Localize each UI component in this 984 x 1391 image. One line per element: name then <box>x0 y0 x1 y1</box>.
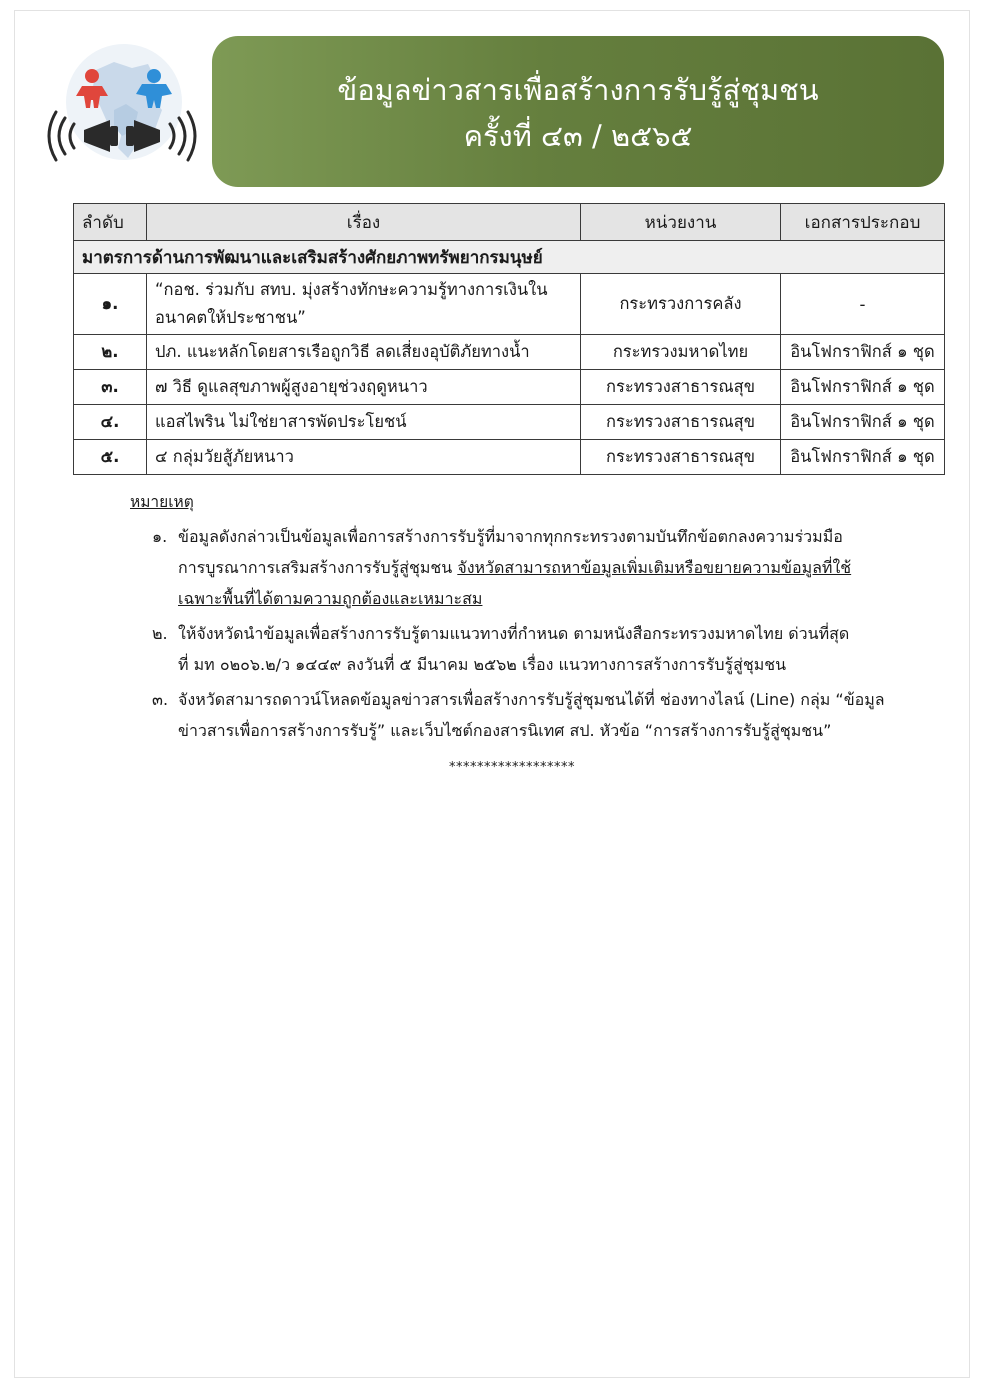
note-line: ให้จังหวัดนำข้อมูลเพื่อสร้างการรับรู้ตามแนวทางที่กำหนด ตามหนังสือกระทรวงมหาดไทย ด่วนที่สุด <box>178 624 850 643</box>
title-banner <box>212 36 944 187</box>
table-row <box>74 370 945 405</box>
note-number: ๓. <box>152 690 169 709</box>
document-title: ข้อมูลข่าวสารเพื่อสร้างการรับรู้สู่ชุมชน <box>337 73 819 107</box>
table-header-row <box>74 204 945 241</box>
note-number: ๒. <box>152 624 168 643</box>
note-item <box>130 684 910 746</box>
table-row <box>74 440 945 475</box>
note-number: ๑. <box>152 527 168 546</box>
table-row <box>74 274 945 335</box>
row-topic-line: “กอช. ร่วมกับ สทบ. มุ่งสร้างทักษะความรู้ทางการเงินใน <box>155 280 548 299</box>
note-line: ข่าวสารเพื่อการสร้างการรับรู้” และเว็บไซต์กองสารนิเทศ สป. หัวข้อ “การสร้างการรับรู้สู่ชุมชน” <box>178 721 832 740</box>
row-topic: ๗ วิธี ดูแลสุขภาพผู้สูงอายุช่วงฤดูหนาว <box>147 370 581 405</box>
section-title: มาตรการด้านการพัฒนาและเสริมสร้างศักยภาพทรัพยากรมนุษย์ <box>74 241 945 274</box>
header-no: ลำดับ <box>74 204 147 241</box>
row-number: ๓. <box>74 370 147 405</box>
note-text: การบูรณาการเสริมสร้างการรับรู้สู่ชุมชน <box>178 558 458 577</box>
note-line: ข้อมูลดังกล่าวเป็นข้อมูลเพื่อการสร้างการรับรู้ที่มาจากทุกกระทรวงตามบันทึกข้อตกลงความร่วมมือ <box>178 527 843 546</box>
row-agency: กระทรวงสาธารณสุข <box>581 440 781 475</box>
row-topic <box>147 274 581 335</box>
row-attachment: อินโฟกราฟิกส์ ๑ ชุด <box>781 335 945 370</box>
row-attachment: - <box>781 274 945 335</box>
header-agency: หน่วยงาน <box>581 204 781 241</box>
note-line: ที่ มท ๐๒๐๖.๒/ว ๑๔๔๙ ลงวันที่ ๕ มีนาคม ๒๕๖๒ เรื่อง แนวทางการสร้างการรับรู้สู่ชุมชน <box>178 655 787 674</box>
row-topic: แอสไพริน ไม่ใช่ยาสารพัดประโยชน์ <box>147 405 581 440</box>
row-number: ๔. <box>74 405 147 440</box>
row-attachment: อินโฟกราฟิกส์ ๑ ชุด <box>781 405 945 440</box>
section-row <box>74 241 945 274</box>
news-table <box>73 203 945 475</box>
note-item <box>130 618 910 680</box>
table-row <box>74 335 945 370</box>
header-topic: เรื่อง <box>147 204 581 241</box>
row-agency: กระทรวงสาธารณสุข <box>581 370 781 405</box>
row-number: ๕. <box>74 440 147 475</box>
note-underlined-text: จังหวัดสามารถหาข้อมูลเพิ่มเติมหรือขยายความข้อมูลที่ใช้ <box>457 558 852 577</box>
note-line: จังหวัดสามารถดาวน์โหลดข้อมูลข่าวสารเพื่อสร้างการรับรู้สู่ชุมชนได้ที่ ช่องทางไลน์ (Line) กลุ่ม “ข้อมูล <box>178 690 885 709</box>
note-line <box>178 552 910 583</box>
note-item <box>130 521 910 614</box>
row-topic-line: อนาคตให้ประชาชน” <box>155 308 306 327</box>
row-number: ๒. <box>74 335 147 370</box>
issue-number: ครั้งที่ ๔๓ / ๒๕๖๕ <box>463 119 693 153</box>
row-agency: กระทรวงมหาดไทย <box>581 335 781 370</box>
row-number: ๑. <box>74 274 147 335</box>
header-attachment: เอกสารประกอบ <box>781 204 945 241</box>
row-agency: กระทรวงการคลัง <box>581 274 781 335</box>
notes-section <box>130 487 910 746</box>
table-row <box>74 405 945 440</box>
notes-title: หมายเหตุ <box>130 493 194 511</box>
row-attachment: อินโฟกราฟิกส์ ๑ ชุด <box>781 440 945 475</box>
row-topic: ๔ กลุ่มวัยสู้ภัยหนาว <box>147 440 581 475</box>
row-agency: กระทรวงสาธารณสุข <box>581 405 781 440</box>
note-underlined-text: เฉพาะพื้นที่ได้ตามความถูกต้องและเหมาะสม <box>178 589 483 608</box>
row-attachment: อินโฟกราฟิกส์ ๑ ชุด <box>781 370 945 405</box>
end-separator: ****************** <box>449 760 575 775</box>
community-megaphone-logo <box>44 40 200 175</box>
row-topic: ปภ. แนะหลักโดยสารเรือถูกวิธี ลดเสี่ยงอุบัติภัยทางน้ำ <box>147 335 581 370</box>
